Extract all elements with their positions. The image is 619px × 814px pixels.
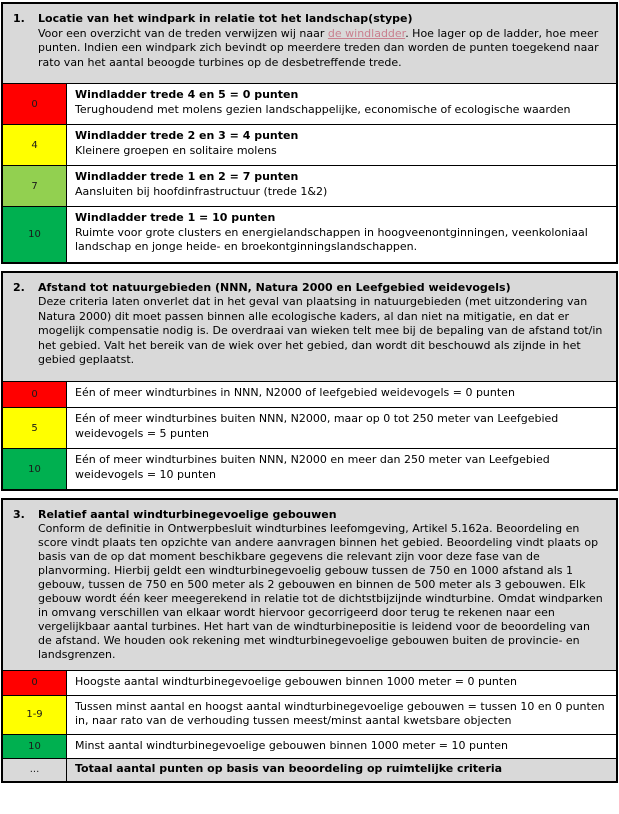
section-number: 3. (13, 508, 25, 521)
score-row-minst-aantal (3, 734, 616, 759)
row-description: Aansluiten bij hoofdinfrastructuur (trede 1&2) (75, 184, 328, 198)
section-header (3, 273, 616, 381)
score-row-buiten-nnn-250m (3, 407, 616, 448)
row-title: Windladder trede 4 en 5 = 0 punten (75, 88, 299, 101)
score-row-trede-1-2 (3, 165, 616, 206)
row-title: Windladder trede 1 = 10 punten (75, 211, 276, 224)
score-row-trede-2-3 (3, 124, 616, 165)
section-number: 1. (13, 12, 25, 25)
score-cell: 10 (3, 735, 67, 759)
section-description: Deze criteria laten onverlet dat in het geval van plaatsing in natuurgebieden (met uitzondering van Natura 2000) dit moet passen binnen alle ecologische kaders, al dan niet na mitigatie, en dat er mogelijk compensatie nodig is. De overdraai van wieken telt mee bij de bepaling van de afstand tot/in het gebied. Valt het bereik van de wiek over het gebied, dan wordt dit beschouwd als zijnde in het gebied geplaatst. (38, 295, 603, 366)
row-description: Hoogste aantal windturbinegevoelige gebouwen binnen 1000 meter = 0 punten (75, 675, 517, 688)
score-row-buiten-nnn-meer-250m (3, 448, 616, 489)
section-header (3, 4, 616, 83)
section-description: Conform de definitie in Ontwerpbesluit windturbines leefomgeving, Artikel 5.162a. Beoordeling en score vindt plaats ten opzichte van andere aanvragen binnen het gebied. Beoordeling vindt plaats op basis van de op dat moment beschikbare gegevens die relevant zijn voor deze fase van de planvorming. Hierbij geldt een windturbinegevoelig gebouw tussen de 750 en 1000 afstand als 1 gebouw, tussen de 750 en 500 meter als 2 gebouwen en binnen de 500 meter als 3 gebouwen. Elk gebouw wordt één keer meegerekend in relatie tot de dichtstbijzijnde windturbine. Omdat windparken in omvang verschillen van elkaar wordt hiervoor gecorrigeerd door terug te rekenen naar een vergelijkbaar aantal turbines. Het hart van de windturbinepositie is leidend voor de beoordeling van de afstand. We houden ook rekening met windturbinegevoelige gebouwen buiten de provincie- en landsgrenzen. (38, 522, 603, 661)
section-number: 2. (13, 280, 25, 294)
windladder-link[interactable]: de windladder (327, 26, 406, 40)
score-cell: 5 (3, 408, 67, 448)
row-title: Windladder trede 1 en 2 = 7 punten (75, 170, 299, 183)
score-row-trede-1 (3, 206, 616, 262)
score-cell: 0 (3, 382, 67, 408)
body-text-before-link: Voor een overzicht van de treden verwijzen wij naar (38, 26, 328, 40)
score-cell: 0 (3, 671, 67, 695)
section-gevoelige-gebouwen (1, 498, 618, 783)
section-landschap (1, 2, 618, 264)
section-natuurgebieden (1, 271, 618, 492)
section-title: Locatie van het windpark in relatie tot het landschap(stype) (38, 12, 413, 25)
score-cell: 7 (3, 166, 67, 206)
row-description: Kleinere groepen en solitaire molens (75, 143, 277, 157)
row-description: Terughoudend met molens gezien landschappelijke, economische of ecologische waarden (75, 102, 571, 116)
section-title: Afstand tot natuurgebieden (NNN, Natura 2000 en Leefgebied weidevogels) (38, 280, 511, 294)
row-description: Eén of meer windturbines buiten NNN, N2000, maar op 0 tot 250 meter van Leefgebied weidevogels = 5 punten (75, 412, 559, 440)
body-text-after-link: . Hoe lager op de ladder, hoe meer punten. Indien een windpark zich bevindt op meerdere treden dan worden de punten toegekend naar rato van het aantal beoogde turbines op de desbetreffende trede. (38, 26, 599, 69)
score-row-tussen-aantal (3, 695, 616, 734)
score-cell: 1-9 (3, 696, 67, 734)
score-cell: 10 (3, 449, 67, 489)
total-score-cell: ... (3, 759, 67, 781)
score-row-hoogste-aantal (3, 670, 616, 695)
total-label: Totaal aantal punten op basis van beoordeling op ruimtelijke criteria (75, 762, 503, 775)
score-row-trede-4-5 (3, 83, 616, 124)
row-description: Minst aantal windturbinegevoelige gebouwen binnen 1000 meter = 10 punten (75, 738, 508, 752)
score-cell: 4 (3, 125, 67, 165)
score-row-in-nnn (3, 381, 616, 408)
row-description: Ruimte voor grote clusters en energielandschappen in hoogveenontginningen, veenkoloniaal landschap en jonge heide- en broekontginningslandschappen. (75, 225, 588, 253)
section-title: Relatief aantal windturbinegevoelige gebouwen (38, 508, 337, 521)
score-cell: 0 (3, 84, 67, 124)
row-title: Windladder trede 2 en 3 = 4 punten (75, 129, 299, 142)
row-description: Eén of meer windturbines buiten NNN, N2000 en meer dan 250 meter van Leefgebied weidevogels = 10 punten (75, 453, 550, 481)
section-header (3, 500, 616, 670)
row-description: Tussen minst aantal en hoogst aantal windturbinegevoelige gebouwen = tussen 10 en 0 punten in, naar rato van de verhouding tussen meest/minst aantal kwetsbare objecten (75, 699, 605, 727)
score-cell: 10 (3, 207, 67, 262)
row-description: Eén of meer windturbines in NNN, N2000 of leefgebied weidevogels = 0 punten (75, 385, 515, 399)
section-description (38, 27, 606, 71)
total-row (3, 758, 616, 781)
